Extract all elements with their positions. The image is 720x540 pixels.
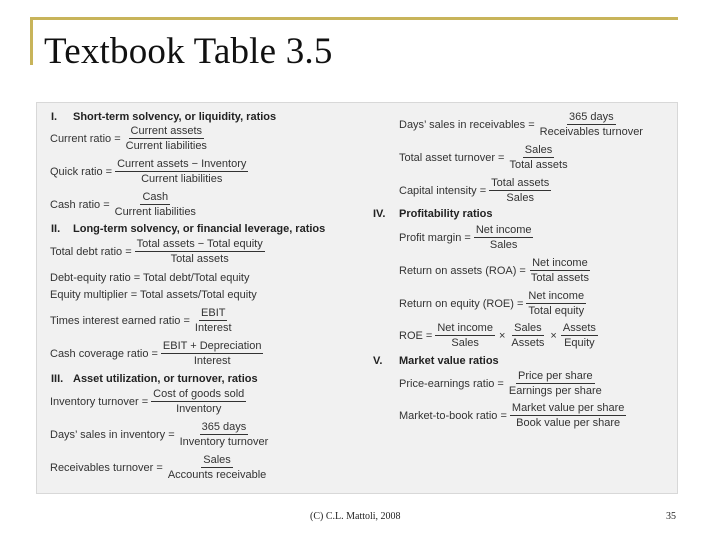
section-5-number: V. [373,355,383,367]
days-sales-inventory-formula [50,421,270,448]
receivables-turnover-label: Receivables turnover = [50,461,163,474]
market-to-book-fraction [510,402,627,429]
days-sales-receivables-numerator: 365 days [568,111,614,123]
section-3-title: Asset utilization, or turnover, ratios [73,373,258,385]
roe-formula [399,290,586,317]
days-sales-inventory-numerator: 365 days [201,421,247,433]
roa-formula [399,257,591,284]
price-earnings-numerator: Price per share [518,370,593,382]
profit-margin-formula [399,224,533,251]
quick-ratio-denominator: Current liabilities [141,173,223,185]
cash-ratio-label: Cash ratio = [50,198,110,211]
total-debt-ratio-numerator: Total assets − Total equity [136,238,263,250]
days-sales-receivables-label: Days’ sales in receivables = [399,118,535,131]
total-asset-turnover-label: Total asset turnover = [399,151,505,164]
total-asset-turnover-denominator: Total assets [509,159,568,171]
section-2-number: II. [51,223,61,235]
roe-dupont-denominator-3: Equity [564,337,595,349]
profit-margin-denominator: Sales [489,239,518,251]
current-ratio-label: Current ratio = [50,132,121,145]
section-1-number: I. [51,111,58,123]
market-to-book-denominator: Book value per share [516,417,621,429]
cash-coverage-ratio-numerator: EBIT + Depreciation [162,340,262,352]
ratio-table-image [36,102,678,494]
inventory-turnover-denominator: Inventory [176,403,222,415]
inventory-turnover-label: Inventory turnover = [50,395,149,408]
section-4-title: Profitability ratios [399,208,493,220]
roe-dupont-denominator-2: Assets [511,337,545,349]
days-sales-inventory-label: Days’ sales in inventory = [50,428,175,441]
quick-ratio-numerator: Current assets − Inventory [117,158,247,170]
equity-multiplier-text: Equity multiplier = Total assets/Total equity [50,289,257,301]
cash-ratio-denominator: Current liabilities [114,206,196,218]
profit-margin-fraction [474,224,534,251]
debt-equity-ratio-formula [50,272,249,284]
roe-dupont-fraction-3 [561,322,598,349]
roe-dupont-fraction-2 [509,322,546,349]
roe-dupont-formula [399,322,598,349]
roe-fraction [526,290,586,317]
roe-denominator: Total equity [528,305,585,317]
profit-margin-label: Profit margin = [399,231,471,244]
days-sales-inventory-denominator: Inventory turnover [179,436,269,448]
current-ratio-fraction [124,125,209,152]
roe-dupont-numerator-1: Net income [437,322,493,334]
section-5-title: Market value ratios [399,355,499,367]
quick-ratio-label: Quick ratio = [50,165,113,178]
section-2-title: Long-term solvency, or financial leverage, ratios [73,223,326,235]
roe-dupont-numerator-3: Assets [562,322,596,334]
section-3-number: III. [51,373,64,385]
quick-ratio-formula [50,158,248,185]
times-interest-earned-fraction [193,307,234,334]
roe-numerator: Net income [528,290,585,302]
footer-credit: (C) C.L. Mattoli, 2008 [310,511,401,522]
roe-dupont-denominator-1: Sales [451,337,479,349]
times-interest-earned-denominator: Interest [194,322,232,334]
current-ratio-formula [50,125,209,152]
days-sales-receivables-formula [399,111,645,138]
receivables-turnover-formula [50,454,268,481]
total-debt-ratio-label: Total debt ratio = [50,245,132,258]
current-ratio-numerator: Current assets [130,125,203,137]
cash-coverage-ratio-label: Cash coverage ratio = [50,347,158,360]
capital-intensity-numerator: Total assets [491,177,550,189]
quick-ratio-fraction [115,158,248,185]
debt-equity-ratio-text: Debt-equity ratio = Total debt/Total equity [50,272,250,284]
cash-ratio-formula [50,191,198,218]
slide-left-rule [30,17,33,65]
days-sales-inventory-fraction [178,421,271,448]
roe-dupont-fraction-1 [435,322,495,349]
times-interest-earned-label: Times interest earned ratio = [50,314,190,327]
inventory-turnover-formula [50,388,246,415]
price-earnings-denominator: Earnings per share [508,385,602,397]
price-earnings-formula [399,370,604,397]
slide-title: Textbook Table 3.5 [44,31,333,72]
price-earnings-fraction [507,370,604,397]
roe-label: Return on equity (ROE) = [399,297,524,310]
roa-label: Return on assets (ROA) = [399,264,526,277]
receivables-turnover-denominator: Accounts receivable [167,469,267,481]
market-to-book-label: Market-to-book ratio = [399,409,507,422]
price-earnings-label: Price-earnings ratio = [399,377,504,390]
total-debt-ratio-formula [50,238,265,265]
capital-intensity-label: Capital intensity = [399,184,487,197]
cash-ratio-fraction [113,191,198,218]
market-to-book-formula [399,402,626,429]
roa-denominator: Total assets [530,272,589,284]
roe-dupont-times-2: × [550,329,557,342]
times-interest-earned-numerator: EBIT [201,307,226,319]
capital-intensity-formula [399,177,551,204]
cash-coverage-ratio-denominator: Interest [193,355,231,367]
days-sales-receivables-denominator: Receivables turnover [539,126,643,138]
cash-coverage-ratio-formula [50,340,263,367]
roa-fraction [529,257,591,284]
total-debt-ratio-fraction [135,238,265,265]
profit-margin-numerator: Net income [475,224,532,236]
days-sales-receivables-fraction [538,111,645,138]
total-debt-ratio-denominator: Total assets [170,253,229,265]
receivables-turnover-numerator: Sales [203,454,231,466]
roa-numerator: Net income [532,257,588,269]
total-asset-turnover-formula [399,144,570,171]
times-interest-earned-formula [50,307,234,334]
cash-coverage-ratio-fraction [161,340,264,367]
receivables-turnover-fraction [166,454,268,481]
total-asset-turnover-fraction [507,144,569,171]
capital-intensity-denominator: Sales [506,192,534,204]
cash-ratio-numerator: Cash [142,191,169,203]
capital-intensity-fraction [489,177,551,204]
page-number: 35 [666,511,676,522]
slide-top-rule [32,17,678,20]
roe-dupont-label: ROE = [399,329,433,342]
section-1-title: Short-term solvency, or liquidity, ratios [73,111,277,123]
market-to-book-numerator: Market value per share [511,402,625,414]
roe-dupont-numerator-2: Sales [514,322,542,334]
equity-multiplier-formula [50,289,257,301]
current-ratio-denominator: Current liabilities [125,140,207,152]
inventory-turnover-numerator: Cost of goods sold [153,388,245,400]
inventory-turnover-fraction [151,388,246,415]
roe-dupont-times-1: × [498,329,506,342]
total-asset-turnover-numerator: Sales [524,144,553,156]
section-4-number: IV. [373,208,386,220]
